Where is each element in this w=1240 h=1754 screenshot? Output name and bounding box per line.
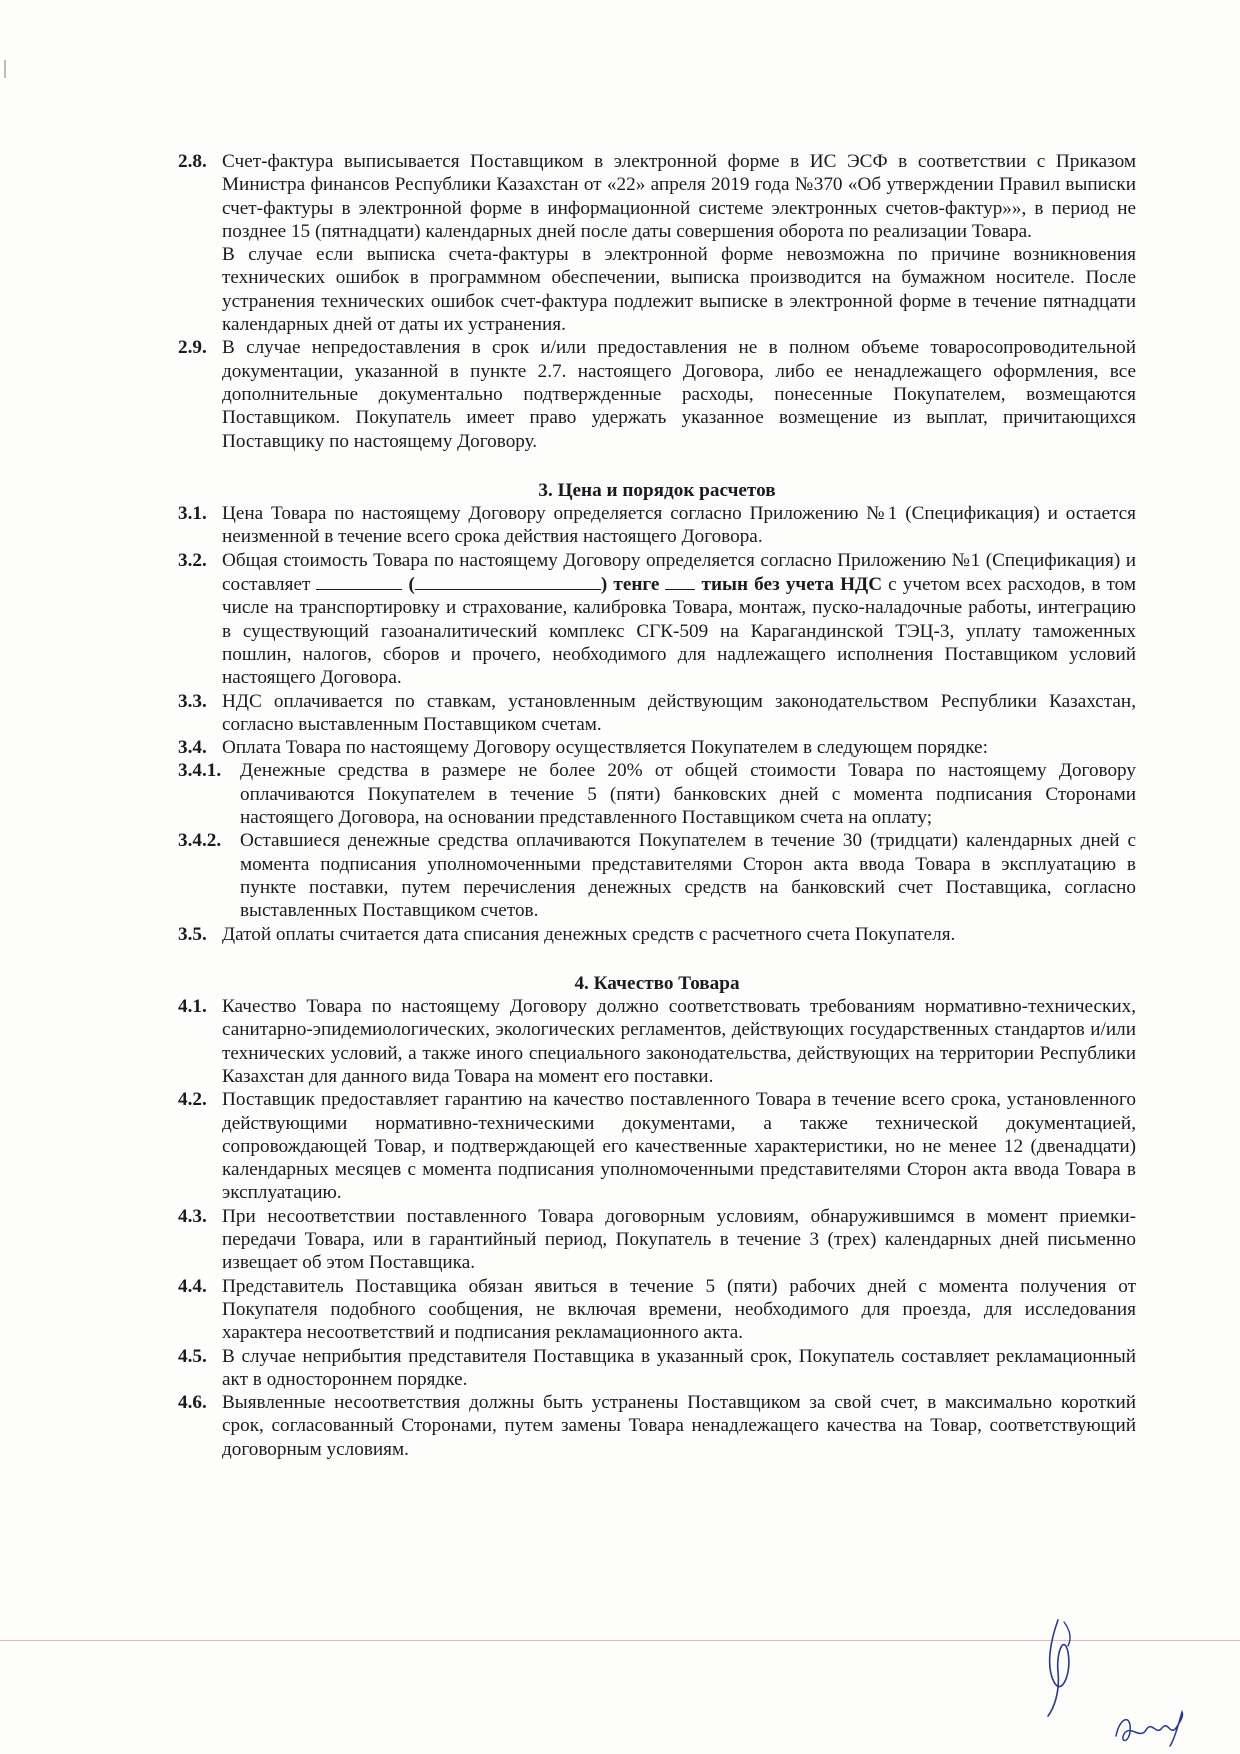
clause-4-5 (178, 1345, 1136, 1392)
clause-number: 2.9. (178, 337, 207, 359)
signature-mark-2 (1110, 1706, 1190, 1750)
clause-2-8 (178, 150, 1136, 243)
clause-number: 3.4.2. (178, 830, 222, 852)
signature-mark-1 (1028, 1612, 1088, 1722)
amount-blank (316, 572, 402, 590)
clause-4-2 (178, 1088, 1136, 1204)
clause-text: Цена Товара по настоящему Договору определяется согласно Приложению №1 (Спецификация) и остается неизменной в течение всего срока действия настоящего Договора. (222, 503, 1136, 548)
clause-3-4-2 (178, 829, 1136, 922)
amount-words-blank (415, 572, 601, 590)
tiyn-blank (665, 572, 695, 590)
clause-text: В случае непредоставления в срок и/или предоставления не в полном объеме товаросопроводительной документации, указанной в пункте 2.7. настоящего Договора, либо ее ненадлежащего оформления, все дополнительные документально подтвержденные расходы, понесенные Покупателем, возмещаются Поставщиком. Покупатель имеет право удержать указанное возмещение из выплат, причитающихся Поставщику по настоящему Договору. (222, 337, 1136, 452)
clause-2-9 (178, 336, 1136, 452)
clause-number: 4.3. (178, 1205, 207, 1227)
clause-text: Поставщик предоставляет гарантию на качество поставленного Товара в течение всего срока, установленного действующими нормативно-техническими документами, а также технической документацией, сопровождающей Товар, и подтверждающей его качественные характеристики, но не менее 12 (двенадцати) календарных месяцев с момента подписания уполномоченными представителями Сторон акта ввода Товара в эксплуатацию. (222, 1089, 1136, 1204)
paren-open: ( (402, 574, 415, 596)
clause-3-4-1 (178, 759, 1136, 829)
clause-text-part-a: Общая стоимость Товара по настоящему Договору определяется согласно Приложению №1 (Спецификация) и составляет (222, 549, 1136, 596)
clause-text: В случае неприбытия представителя Поставщика в указанный срок, Покупатель составляет рекламационный акт в одностороннем порядке. (222, 1345, 1136, 1390)
tenge-label: ) тенге (600, 574, 666, 596)
clause-text: Выявленные несоответствия должны быть устранены Поставщиком за свой счет, в максимально короткий срок, согласованный Сторонами, путем замены Товара ненадлежащего качества на Товар, соответствующий договорным условиям. (222, 1392, 1136, 1460)
clause-3-3 (178, 690, 1136, 737)
clause-text: Счет-фактура выписывается Поставщиком в электронной форме в ИС ЭСФ в соответствии с Приказом Министра финансов Республики Казахстан от «22» апреля 2019 года №370 «Об утверждении Правил выписки счет-фактуры в электронной форме в информационной системе электронных счетов-фактур»», в период не позднее 15 (пятнадцати) календарных дней после даты совершения оборота по реализации Товара. (222, 151, 1136, 242)
clause-number: 3.5. (178, 923, 207, 945)
clause-text: Оплата Товара по настоящему Договору осуществляется Покупателем в следующем порядке: (222, 737, 988, 759)
clause-text: Оставшиеся денежные средства оплачиваются Покупателем в течение 30 (тридцати) календарных дней с момента подписания уполномоченными представителями Сторон акта ввода Товара в эксплуатацию в пункте поставки, путем перечисления денежных средств на банковский счет Поставщика, согласно выставленных Поставщиком счетов. (240, 830, 1136, 922)
clause-text: При несоответствии поставленного Товара договорным условиям, обнаружившимся в момент приемки-передачи Товара, или в гарантийный период, Покупатель в течение 3 (трех) календарных дней письменно извещает об этом Поставщика. (222, 1205, 1136, 1274)
clause-number: 2.8. (178, 151, 207, 172)
clause-4-3 (178, 1205, 1136, 1275)
clause-text: Денежные средства в размере не более 20% от общей стоимости Товара по настоящему Договору оплачиваются Покупателем в течение 5 (пяти) банковских дней с момента подписания Сторонами настоящего Договора, на основании представленного Поставщиком счета на оплату; (240, 760, 1136, 829)
clause-text: Качество Товара по настоящему Договору должно соответствовать требованиям нормативно-технических, санитарно-эпидемиологических, экологических регламентов, действующих государственных стандартов и/или технических условий, а также иного специального законодательства, действующих на территории Республики Казахстан для данного вида Товара на момент его поставки. (222, 996, 1136, 1087)
section-heading-3: 3. Цена и порядок расчетов (538, 479, 776, 501)
clause-text: НДС оплачивается по ставкам, установленным действующим законодательством Республики Казахстан, согласно выставленным Поставщиком счетам. (222, 690, 1136, 735)
clause-text: Датой оплаты считается дата списания денежных средств с расчетного счета Покупателя. (222, 923, 956, 945)
clause-text: Представитель Поставщика обязан явиться в течение 5 (пяти) рабочих дней с момента получения от Покупателя подобного сообщения, не включая времени, необходимого для проезда, для исследования характера несоответствий и подписания рекламационного акта. (222, 1275, 1136, 1344)
clause-number: 3.2. (178, 549, 207, 571)
clause-4-6 (178, 1391, 1136, 1461)
contract-body (178, 150, 1136, 1461)
clause-number: 4.2. (178, 1089, 207, 1111)
clause-3-4 (178, 736, 1136, 759)
clause-number: 4.4. (178, 1275, 207, 1297)
clause-number: 3.4.1. (178, 760, 222, 782)
clause-3-1 (178, 502, 1136, 549)
clause-number: 4.6. (178, 1392, 207, 1414)
clause-number: 4.5. (178, 1345, 207, 1367)
clause-number: 3.3. (178, 690, 207, 712)
clause-number: 4.1. (178, 996, 207, 1018)
clause-2-8-paragraph-2: В случае если выписка счета-фактуры в электронной форме невозможна по причине возникновения технических ошибок в программном обеспечении, выписка производится на бумажном носителе. После устранения технических ошибок счет-фактура подлежит выписке в электронной форме в течение пятнадцати календарных дней от даты их устранения. (222, 244, 1136, 336)
clause-4-4 (178, 1275, 1136, 1345)
tiyn-vat-label: тиын без учета НДС (695, 574, 883, 596)
clause-number: 3.1. (178, 503, 207, 525)
section-heading-4: 4. Качество Товара (574, 972, 740, 994)
clause-3-5 (178, 923, 1136, 946)
clause-text (222, 549, 1136, 690)
clause-3-2 (178, 549, 1136, 690)
clause-number: 3.4. (178, 737, 207, 759)
clause-4-1 (178, 995, 1136, 1088)
clause-text-part-b: с учетом всех расходов, в том числе на транспортировку и страхование, калибровка Товара, монтаж, пуско-наладочные работы, интеграцию в существующий газоаналитический комплекс СГК-509 на Карагандинской ТЭЦ-3, уплату таможенных пошлин, налогов, сборов и прочего, необходимого для надлежащего исполнения Поставщиком условий настоящего Договора. (222, 574, 1136, 689)
scan-edge-mark (4, 60, 6, 78)
